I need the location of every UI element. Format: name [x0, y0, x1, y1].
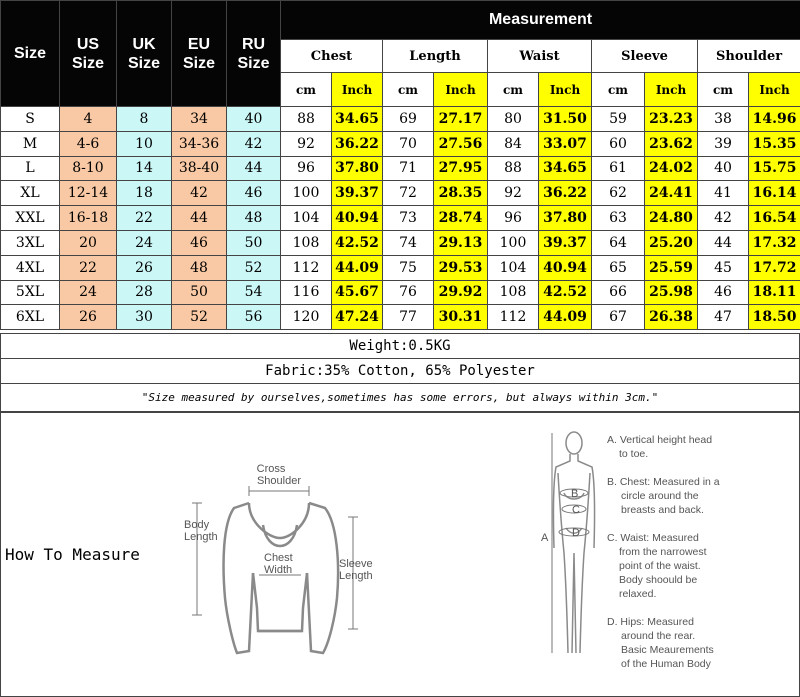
table-cell: 48 [172, 255, 227, 280]
header-group-waist: Waist [488, 40, 592, 73]
table-cell: 24.80 [645, 206, 698, 231]
table-cell: 18.50 [749, 305, 800, 330]
measure-diagrams [1, 413, 799, 696]
table-row [1, 230, 800, 255]
table-cell: 80 [488, 107, 539, 132]
table-cell: 27.17 [434, 107, 488, 132]
table-cell: 16.54 [749, 206, 800, 231]
table-cell: 77 [383, 305, 434, 330]
table-cell: 46 [172, 230, 227, 255]
table-cell: 104 [281, 206, 332, 231]
sleeve-length-label-1: Sleeve [339, 558, 373, 570]
table-cell: 44 [227, 156, 281, 181]
header-unit-cm: cm [383, 73, 434, 107]
table-cell: 39.37 [332, 181, 383, 206]
table-cell: 31.50 [539, 107, 592, 132]
table-row [1, 131, 800, 156]
table-cell: 4XL [1, 255, 60, 280]
table-cell: 26 [117, 255, 172, 280]
table-cell: 20 [60, 230, 117, 255]
header-us-size: US Size [60, 1, 117, 107]
table-cell: L [1, 156, 60, 181]
table-cell: 18 [117, 181, 172, 206]
table-cell: 30.31 [434, 305, 488, 330]
table-cell: S [1, 107, 60, 132]
table-cell: 45.67 [332, 280, 383, 305]
table-cell: 42 [172, 181, 227, 206]
svg-text:Body shoould be: Body shoould be [619, 574, 698, 586]
table-cell: 40 [698, 156, 749, 181]
table-row [1, 107, 800, 132]
table-cell: 92 [488, 181, 539, 206]
table-cell: 17.32 [749, 230, 800, 255]
table-cell: 3XL [1, 230, 60, 255]
body-length-label-1: Body [184, 519, 210, 531]
table-cell: 67 [592, 305, 645, 330]
table-cell: M [1, 131, 60, 156]
table-cell: 37.80 [539, 206, 592, 231]
table-cell: 40 [227, 107, 281, 132]
header-group-length: Length [383, 40, 488, 73]
table-cell: 63 [592, 206, 645, 231]
table-cell: 15.75 [749, 156, 800, 181]
instruction-a [607, 434, 712, 460]
header-unit-inch: Inch [749, 73, 800, 107]
table-cell: 42.52 [539, 280, 592, 305]
svg-text:Basic Meaurements: Basic Meaurements [621, 644, 714, 656]
how-to-measure-title: How To Measure [5, 545, 140, 564]
table-cell: 75 [383, 255, 434, 280]
table-cell: 29.92 [434, 280, 488, 305]
cross-shoulder-label-2: Shoulder [256, 475, 302, 487]
table-cell: XXL [1, 206, 60, 231]
table-cell: 44.09 [539, 305, 592, 330]
table-cell: 104 [488, 255, 539, 280]
table-cell: 28.35 [434, 181, 488, 206]
table-cell: 50 [172, 280, 227, 305]
table-cell: 27.95 [434, 156, 488, 181]
table-cell: 47 [698, 305, 749, 330]
table-cell: 14.96 [749, 107, 800, 132]
table-cell: 39.37 [539, 230, 592, 255]
table-cell: 48 [227, 206, 281, 231]
table-cell: 56 [227, 305, 281, 330]
svg-text:B. Chest: Measured in a: B. Chest: Measured in a [607, 476, 720, 488]
table-cell: 60 [592, 131, 645, 156]
table-cell: 84 [488, 131, 539, 156]
weight-info: Weight:0.5KG [0, 333, 800, 359]
table-cell: 23.62 [645, 131, 698, 156]
header-uk-size: UK Size [117, 1, 172, 107]
table-cell: 29.13 [434, 230, 488, 255]
table-cell: 14 [117, 156, 172, 181]
svg-text:around the rear.: around the rear. [621, 630, 696, 642]
table-cell: 54 [227, 280, 281, 305]
table-cell: 36.22 [539, 181, 592, 206]
table-cell: 37.80 [332, 156, 383, 181]
table-cell: 24.41 [645, 181, 698, 206]
instruction-d [607, 616, 714, 670]
svg-text:circle around the: circle around the [621, 490, 699, 502]
body-figure [553, 432, 594, 653]
table-cell: 46 [698, 280, 749, 305]
body-letter-b: B [571, 488, 579, 500]
header-unit-cm: cm [592, 73, 645, 107]
table-cell: 4-6 [60, 131, 117, 156]
instruction-c [607, 532, 707, 600]
table-cell: 6XL [1, 305, 60, 330]
table-cell: 62 [592, 181, 645, 206]
table-cell: 40.94 [539, 255, 592, 280]
table-cell: 66 [592, 280, 645, 305]
table-cell: 24 [117, 230, 172, 255]
table-cell: 28 [117, 280, 172, 305]
table-cell: 40.94 [332, 206, 383, 231]
table-cell: 27.56 [434, 131, 488, 156]
table-cell: 96 [281, 156, 332, 181]
table-cell: 8 [117, 107, 172, 132]
header-group-sleeve: Sleeve [592, 40, 698, 73]
table-cell: 72 [383, 181, 434, 206]
table-cell: 44.09 [332, 255, 383, 280]
table-cell: 96 [488, 206, 539, 231]
table-cell: 5XL [1, 280, 60, 305]
svg-text:D. Hips: Measured: D. Hips: Measured [607, 616, 694, 628]
table-cell: 100 [281, 181, 332, 206]
table-cell: 34.65 [539, 156, 592, 181]
table-cell: 39 [698, 131, 749, 156]
table-cell: 8-10 [60, 156, 117, 181]
table-cell: 38-40 [172, 156, 227, 181]
table-cell: 4 [60, 107, 117, 132]
table-row [1, 181, 800, 206]
svg-text:of the Human Body: of the Human Body [621, 658, 711, 670]
table-cell: 18.11 [749, 280, 800, 305]
header-group-shoulder: Shoulder [698, 40, 800, 73]
sweater-diagram [224, 503, 339, 653]
table-cell: 116 [281, 280, 332, 305]
chest-width-label-2: Width [264, 564, 293, 576]
svg-text:C. Waist: Measured: C. Waist: Measured [607, 532, 699, 544]
table-cell: 17.72 [749, 255, 800, 280]
chest-width-label-1: Chest [264, 552, 293, 564]
body-letter-d: D [572, 527, 580, 539]
table-cell: 25.20 [645, 230, 698, 255]
table-cell: 88 [281, 107, 332, 132]
fabric-info: Fabric:35% Cotton, 65% Polyester [0, 358, 800, 384]
table-cell: 25.59 [645, 255, 698, 280]
table-cell: 112 [488, 305, 539, 330]
svg-text:point of the waist.: point of the waist. [619, 560, 701, 572]
table-cell: 16.14 [749, 181, 800, 206]
table-cell: 38 [698, 107, 749, 132]
header-eu-size: EU Size [172, 1, 227, 107]
body-letter-c: C [572, 504, 580, 516]
size-chart-table [0, 0, 800, 330]
header-unit-cm: cm [488, 73, 539, 107]
table-cell: 42.52 [332, 230, 383, 255]
table-cell: 52 [227, 255, 281, 280]
measurement-note: "Size measured by ourselves,sometimes has some errors, but always within 3cm." [0, 383, 800, 412]
table-cell: 47.24 [332, 305, 383, 330]
svg-text:from the narrowest: from the narrowest [619, 546, 707, 558]
table-cell: 50 [227, 230, 281, 255]
header-measurement: Measurement [281, 1, 800, 40]
table-cell: 25.98 [645, 280, 698, 305]
table-cell: 33.07 [539, 131, 592, 156]
table-cell: 34 [172, 107, 227, 132]
table-cell: 12-14 [60, 181, 117, 206]
table-row [1, 206, 800, 231]
table-cell: 108 [488, 280, 539, 305]
table-cell: 24 [60, 280, 117, 305]
table-cell: 22 [117, 206, 172, 231]
table-row [1, 280, 800, 305]
table-cell: 29.53 [434, 255, 488, 280]
table-cell: 112 [281, 255, 332, 280]
table-cell: 30 [117, 305, 172, 330]
header-group-chest: Chest [281, 40, 383, 73]
table-cell: 42 [227, 131, 281, 156]
svg-text:A. Vertical height head: A. Vertical height head [607, 434, 713, 446]
header-unit-inch: Inch [332, 73, 383, 107]
table-cell: 10 [117, 131, 172, 156]
svg-text:to toe.: to toe. [619, 448, 649, 460]
table-cell: 59 [592, 107, 645, 132]
table-cell: 73 [383, 206, 434, 231]
table-cell: 34-36 [172, 131, 227, 156]
header-unit-cm: cm [281, 73, 332, 107]
table-cell: 44 [172, 206, 227, 231]
table-cell: 45 [698, 255, 749, 280]
body-letter-a: A [541, 532, 549, 544]
instruction-b [607, 476, 720, 516]
table-cell: 120 [281, 305, 332, 330]
table-cell: 24.02 [645, 156, 698, 181]
table-cell: 28.74 [434, 206, 488, 231]
table-cell: 71 [383, 156, 434, 181]
table-cell: 15.35 [749, 131, 800, 156]
header-unit-inch: Inch [645, 73, 698, 107]
table-cell: 16-18 [60, 206, 117, 231]
table-cell: 46 [227, 181, 281, 206]
header-unit-inch: Inch [539, 73, 592, 107]
table-cell: 26 [60, 305, 117, 330]
table-cell: 88 [488, 156, 539, 181]
how-to-measure-panel [0, 412, 800, 697]
table-cell: 34.65 [332, 107, 383, 132]
table-cell: 26.38 [645, 305, 698, 330]
table-cell: 23.23 [645, 107, 698, 132]
table-cell: 69 [383, 107, 434, 132]
table-cell: 65 [592, 255, 645, 280]
sleeve-length-label-2: Length [339, 570, 373, 582]
header-size: Size [1, 1, 60, 107]
table-cell: 74 [383, 230, 434, 255]
table-cell: 100 [488, 230, 539, 255]
table-row [1, 255, 800, 280]
cross-shoulder-label-1: Cross [256, 463, 286, 475]
table-cell: 92 [281, 131, 332, 156]
header-ru-size: RU Size [227, 1, 281, 107]
table-row [1, 156, 800, 181]
table-cell: 22 [60, 255, 117, 280]
svg-text:relaxed.: relaxed. [619, 588, 657, 600]
table-cell: 52 [172, 305, 227, 330]
header-unit-cm: cm [698, 73, 749, 107]
table-cell: XL [1, 181, 60, 206]
table-cell: 70 [383, 131, 434, 156]
svg-text:breasts and back.: breasts and back. [621, 504, 704, 516]
table-cell: 44 [698, 230, 749, 255]
table-row [1, 305, 800, 330]
table-cell: 36.22 [332, 131, 383, 156]
table-cell: 108 [281, 230, 332, 255]
table-cell: 61 [592, 156, 645, 181]
body-length-label-2: Length [184, 531, 218, 543]
table-cell: 42 [698, 206, 749, 231]
header-unit-inch: Inch [434, 73, 488, 107]
table-cell: 64 [592, 230, 645, 255]
table-cell: 76 [383, 280, 434, 305]
table-cell: 41 [698, 181, 749, 206]
